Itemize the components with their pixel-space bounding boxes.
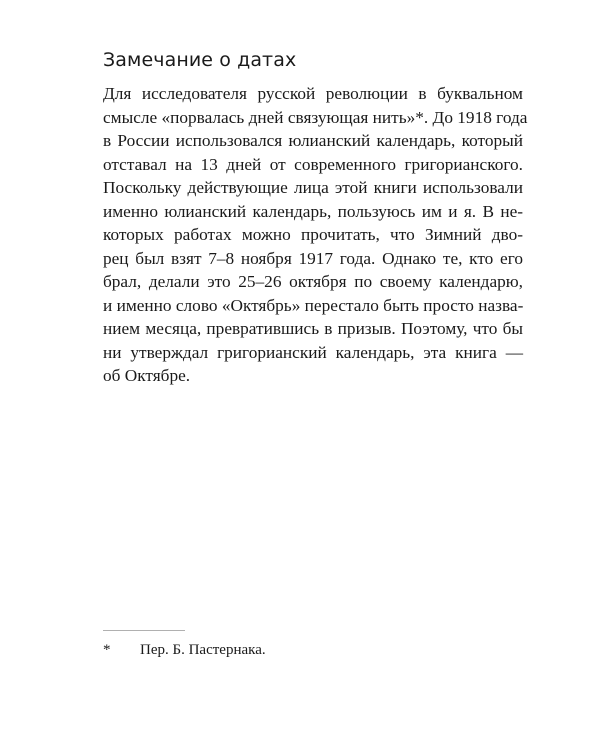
paragraph-line: Поскольку действующие лица этой книги использовали — [103, 178, 523, 197]
paragraph-line: об Октябре. — [103, 366, 191, 385]
paragraph-line: именно юлианский календарь, пользуюсь им и я. В не- — [103, 201, 523, 221]
paragraph-line: и именно слово «Октябрь» перестало быть просто назва- — [103, 295, 524, 315]
footnote — [103, 639, 266, 661]
section-heading: Замечание о датах — [103, 49, 297, 71]
paragraph-line: брал, делали это 25–26 октября по своему календарю, — [103, 272, 523, 291]
paragraph-line: которых работах можно прочитать, что Зимний дво- — [103, 225, 523, 244]
paragraph-line: нием месяца, превратившись в призыв. Поэтому, что бы — [103, 319, 523, 338]
footnote-text: Пер. Б. Пастернака. — [140, 642, 266, 658]
body-paragraph — [103, 82, 528, 388]
paragraph-line: рец был взят 7–8 ноября 1917 года. Однако те, кто его — [103, 248, 523, 268]
footnote-divider — [103, 630, 185, 631]
footnote-marker: * — [103, 642, 111, 658]
paragraph-line: в России использовался юлианский календарь, который — [103, 131, 523, 150]
paragraph-line: Для исследователя русской революции в буквальном — [103, 84, 523, 103]
paragraph-line: ни утверждал григорианский календарь, эта книга — — [103, 342, 523, 362]
paragraph-line: отставал на 13 дней от современного григорианского. — [103, 154, 523, 174]
paragraph-line: смысле «порвалась дней связующая нить»*. До 1918 года — [103, 107, 528, 127]
